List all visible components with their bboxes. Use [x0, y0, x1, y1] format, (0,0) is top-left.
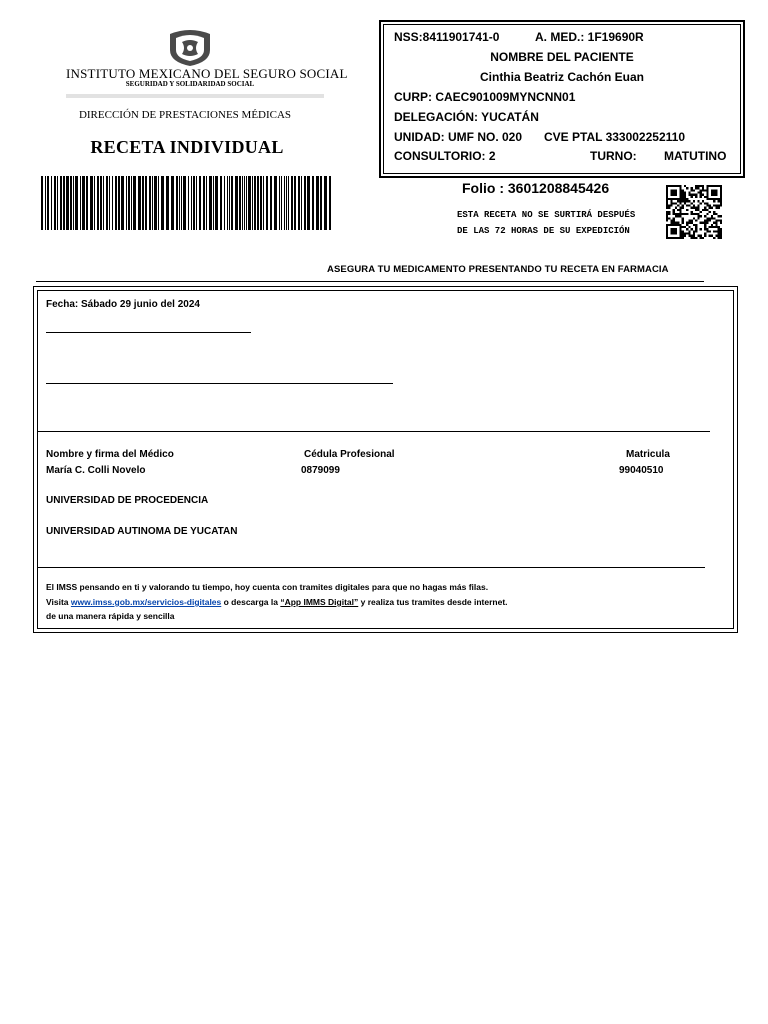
document-title: RECETA INDIVIDUAL — [90, 137, 284, 157]
patient-name-label: NOMBRE DEL PACIENTE — [490, 50, 634, 64]
blank-line-2 — [46, 383, 393, 384]
cve-ptal: CVE PTAL 333002252110 — [544, 130, 685, 144]
top-divider — [36, 281, 704, 282]
prescription-date: Fecha: Sábado 29 junio del 2024 — [46, 299, 200, 310]
header-divider — [66, 94, 324, 98]
matricula-label: Matricula — [626, 449, 670, 460]
university-value: UNIVERSIDAD AUTINOMA DE YUCATAN — [46, 526, 238, 537]
direction-label: DIRECCIÓN DE PRESTACIONES MÉDICAS — [78, 109, 292, 121]
footer-divider — [38, 567, 705, 568]
footer-line-3: de una manera rápida y sencilla — [46, 611, 175, 621]
consultorio: CONSULTORIO: 2 — [394, 149, 496, 163]
unidad: UNIDAD: UMF NO. 020 — [394, 130, 523, 144]
app-name: “App IMMS Digital” — [280, 597, 359, 607]
prescription-box — [33, 286, 738, 633]
patient-info-box — [379, 20, 745, 178]
folio — [462, 180, 609, 196]
barcode-icon — [41, 176, 333, 230]
university-label: UNIVERSIDAD DE PROCEDENCIA — [46, 495, 209, 506]
cedula-value: 0879099 — [301, 465, 340, 476]
secure-medication-notice: ASEGURA TU MEDICAMENTO PRESENTANDO TU RECETA EN FARMACIA — [327, 264, 669, 275]
digital-services-link[interactable]: www.imss.gob.mx/servicios-digitales — [70, 597, 222, 607]
turno-label: TURNO: — [590, 149, 637, 163]
a-med: A. MED.: 1F19690R — [535, 30, 644, 44]
nss: NSS:8411901741-0 — [394, 30, 500, 44]
expiry-notice-line1: ESTA RECETA NO SE SURTIRÁ DESPUÉS — [457, 210, 636, 220]
curp: CURP: CAEC901009MYNCNN01 — [394, 90, 576, 104]
turno-value: MATUTINO — [664, 149, 727, 163]
delegacion: DELEGACIÓN: YUCATÁN — [394, 110, 539, 124]
institution-subtitle: SEGURIDAD Y SOLIDARIDAD SOCIAL — [125, 80, 255, 88]
footer-line-1: El IMSS pensando en ti y valorando tu tiempo, hoy cuenta con tramites digitales para que no hagas más filas. — [46, 582, 489, 592]
imss-eagle-logo-icon — [168, 28, 212, 66]
cedula-label: Cédula Profesional — [304, 449, 395, 460]
matricula-value: 99040510 — [619, 465, 664, 476]
footer-line-2: Visita www.imss.gob.mx/servicios-digitales o descarga la “App IMMS Digital” y realiza tus tramites desde internet. — [46, 597, 508, 607]
blank-line-1 — [46, 332, 251, 333]
doctor-label: Nombre y firma del Médico — [46, 449, 174, 460]
signature-divider — [38, 431, 710, 432]
qr-code-icon — [666, 185, 722, 239]
institution-name: INSTITUTO MEXICANO DEL SEGURO SOCIAL — [66, 66, 348, 81]
expiry-notice-line2: DE LAS 72 HORAS DE SU EXPEDICIÓN — [457, 226, 630, 236]
doctor-name: María C. Colli Novelo — [46, 465, 146, 476]
folio-label: Folio : — [462, 180, 504, 196]
patient-name: Cinthia Beatriz Cachón Euan — [479, 70, 645, 84]
folio-number: 3601208845426 — [507, 180, 610, 196]
